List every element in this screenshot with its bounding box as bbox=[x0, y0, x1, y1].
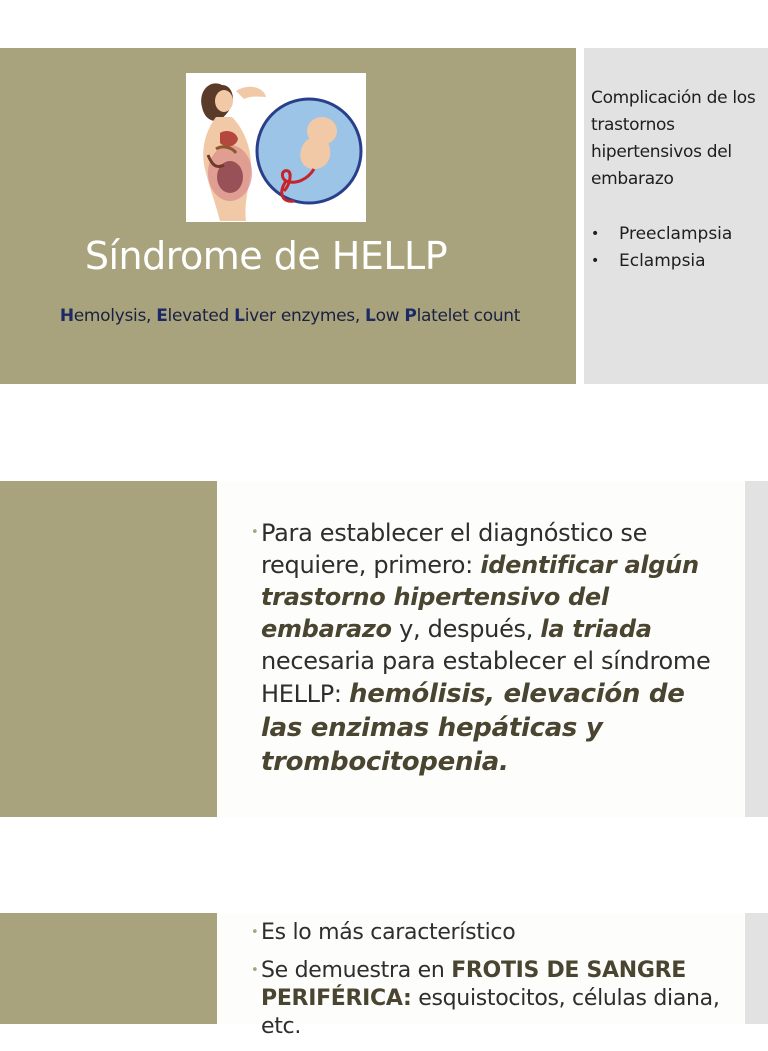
slide-title-panel bbox=[0, 48, 576, 384]
slide2-right-accent bbox=[745, 481, 768, 817]
slide3-left-accent bbox=[0, 913, 217, 1024]
slide2-left-accent bbox=[0, 481, 217, 817]
pregnancy-illustration bbox=[186, 73, 366, 222]
bullet-icon: • bbox=[251, 525, 259, 540]
list-item: • Preeclampsia bbox=[591, 221, 761, 248]
side-description: Complicación de los trastornos hipertensivos del embarazo bbox=[591, 88, 756, 189]
slide2-content bbox=[217, 481, 744, 817]
diagnosis-paragraph: • Para establecer el diagnóstico se requiere, primero: identificar algún trastorno hipertensivo del embarazo y, después, la triada necesaria para establecer el síndrome HELLP: hemólisis, elevación de las enzimas hepáticas y trombocitopenia. bbox=[251, 519, 711, 777]
list-item: • Se demuestra en FROTIS DE SANGRE PERIFÉRICA: esquistocitos, células diana, etc. bbox=[261, 957, 731, 1041]
pregnancy-illustration-graphic bbox=[186, 73, 366, 222]
slide3-content bbox=[217, 913, 744, 1039]
list-item: • Eclampsia bbox=[591, 248, 761, 275]
slide3-right-accent bbox=[745, 913, 768, 1024]
slide3-bullet-list bbox=[261, 919, 731, 1051]
slide-subtitle: Hemolysis, Elevated Liver enzymes, Low Platelet count bbox=[59, 306, 521, 326]
slide-side-panel bbox=[584, 48, 768, 384]
list-item: • Es lo más característico bbox=[261, 919, 731, 947]
slide-title: Síndrome de HELLP bbox=[84, 234, 448, 278]
side-bullet-list bbox=[591, 221, 761, 275]
